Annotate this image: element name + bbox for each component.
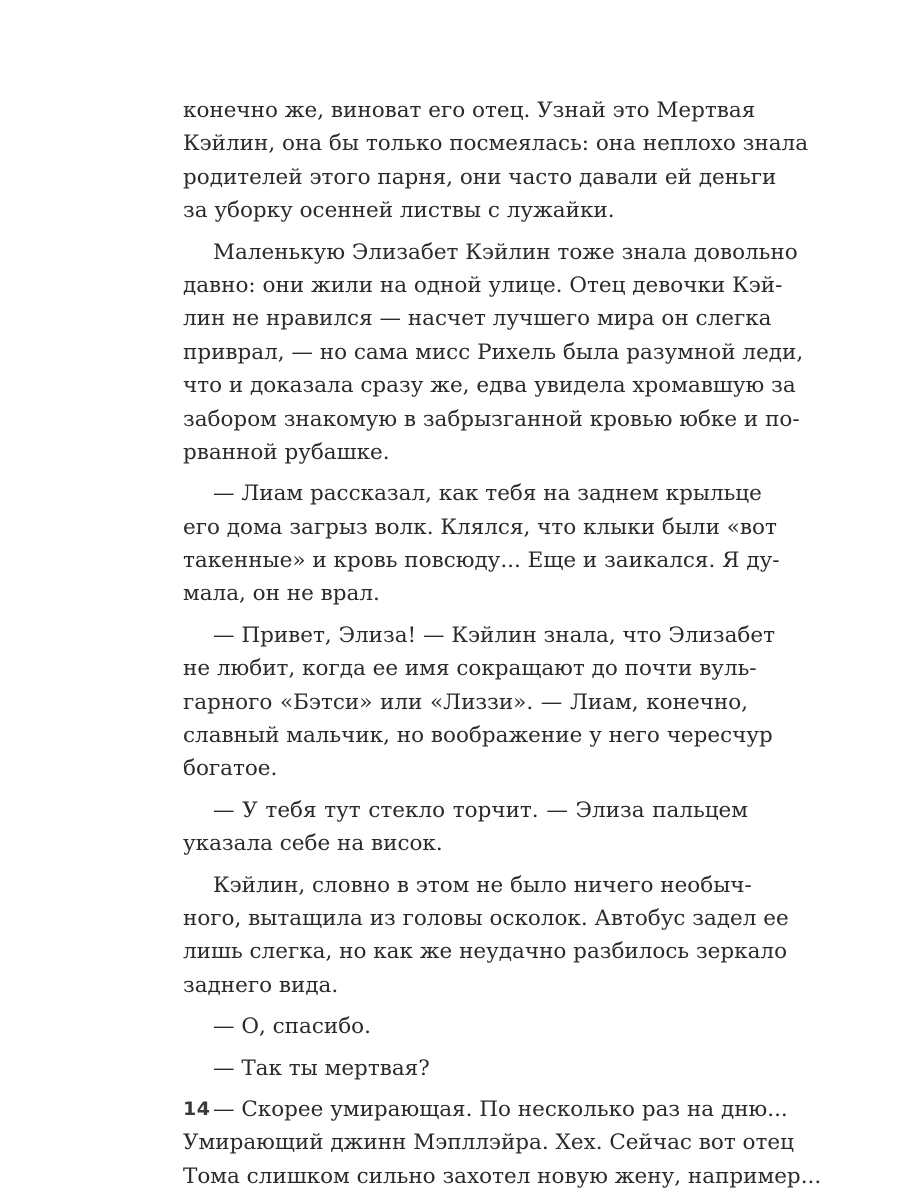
- text-line: — У тебя тут стекло торчит. — Элиза пальцем: [213, 797, 748, 823]
- text-line: давно: они жили на одной улице. Отец девочки Кэй-: [183, 272, 783, 298]
- text-line: не любит, когда ее имя сокращают до почти вуль-: [183, 656, 757, 682]
- text-line: родителей этого парня, они часто давали ей деньги: [183, 164, 777, 190]
- text-line: лишь слегка, но как же неудачно разбилось зеркало: [183, 939, 788, 965]
- text-line: лин не нравился — насчет лучшего мира он слегка: [183, 306, 772, 332]
- text-line: — Привет, Элиза! — Кэйлин знала, что Элизабет: [213, 622, 775, 648]
- text-line: такенные» и кровь повсюду... Еще и заикался. Я ду-: [183, 548, 780, 574]
- text-line: богатое.: [183, 756, 278, 782]
- text-line: — О, спасибо.: [213, 1014, 371, 1040]
- text-line: заднего вида.: [183, 972, 339, 998]
- text-line: Маленькую Элизабет Кэйлин тоже знала довольно: [213, 239, 798, 265]
- text-line: — Лиам рассказал, как тебя на заднем крыльце: [213, 481, 762, 507]
- body-text: [183, 94, 822, 1193]
- text-line: его дома загрыз волк. Клялся, что клыки были «вот: [183, 514, 777, 540]
- text-line: указала себе на висок.: [183, 831, 443, 857]
- text-line: Кэйлин, она бы только посмеялась: она неплохо знала: [183, 131, 809, 157]
- text-line: забором знакомую в забрызганной кровью юбке и по-: [183, 406, 800, 432]
- text-line: Умирающий джинн Мэпллэйра. Хех. Сейчас вот отец: [183, 1130, 794, 1156]
- text-line: рванной рубашке.: [183, 439, 390, 465]
- text-line: гарного «Бэтси» или «Лиззи». — Лиам, конечно,: [183, 689, 748, 715]
- text-line: конечно же, виноват его отец. Узнай это Мертвая: [183, 98, 756, 123]
- text-line: — Скорее умирающая. По несколько раз на дню...: [213, 1096, 788, 1122]
- text-line: мала, он не врал.: [183, 581, 380, 607]
- text-line: — Так ты мертвая?: [213, 1055, 430, 1081]
- text-line: славный мальчик, но воображение у него чересчур: [183, 723, 773, 749]
- text-line: ного, вытащила из головы осколок. Автобус задел ее: [183, 905, 789, 931]
- text-line: Кэйлин, словно в этом не было ничего необыч-: [213, 872, 752, 898]
- text-line: что и доказала сразу же, едва увидела хромавшую за: [183, 373, 796, 399]
- page-number: 14: [183, 1098, 211, 1120]
- text-line: Тома слишком сильно захотел новую жену, например...: [183, 1163, 822, 1189]
- text-line: за уборку осенней листвы с лужайки.: [183, 198, 615, 224]
- text-line: приврал, — но сама мисс Рихель была разумной леди,: [183, 339, 804, 365]
